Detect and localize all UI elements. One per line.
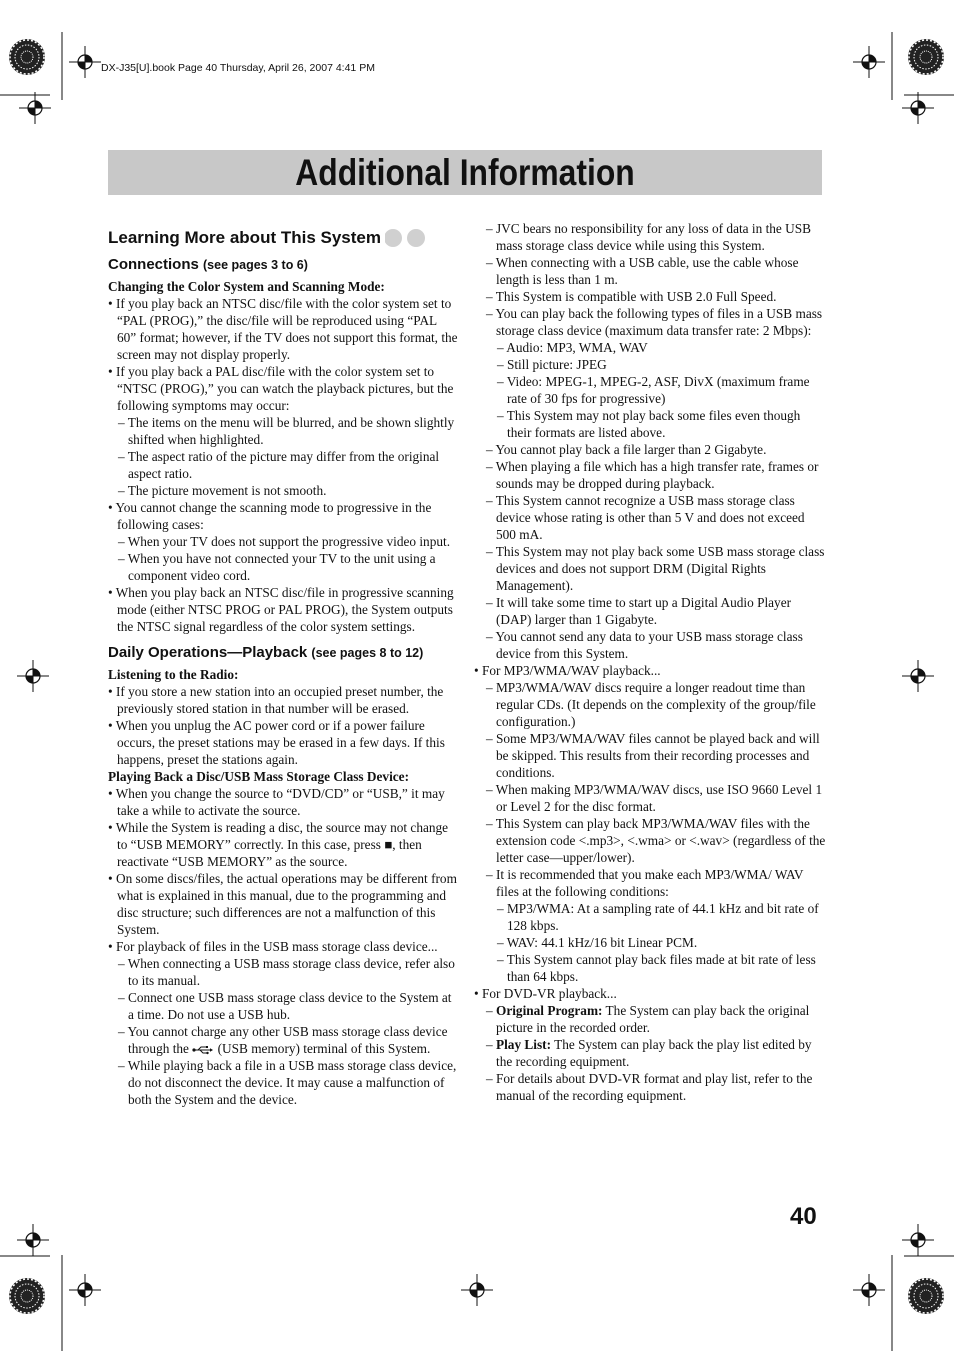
list-item: – When playing a file which has a high transfer rate, frames or sounds may be dropped during playback. [486,459,819,491]
page-title: Additional Information [295,152,635,193]
connections-heading [108,255,458,275]
section-header [108,227,458,249]
daily-operations-page-ref: (see pages 8 to 12) [311,646,424,660]
list-item: – Play List: The System can play back the play list edited by the recording equipment. [486,1037,812,1069]
list-item: • You cannot change the scanning mode to progressive in the following cases: [108,500,432,532]
list-item: • For DVD-VR playback... [474,986,617,1001]
color-system-heading: Changing the Color System and Scanning Mode: [108,279,385,294]
usb-icon [192,1045,214,1055]
list-item: – When you have not connected your TV to the unit using a component video cord. [118,551,436,583]
list-item: – When making MP3/WMA/WAV discs, use ISO 9660 Level 1 or Level 2 for the disc format. [486,782,823,814]
list-item: – JVC bears no responsibility for any loss of data in the USB mass storage class device while using this System. [486,221,812,253]
list-item: • If you play back a PAL disc/file with the color system set to “NTSC (PROG),” you can watch the playback pictures, but the following symptoms may occur: [108,364,454,413]
list-item: • For MP3/WMA/WAV playback... [474,663,661,678]
radio-heading: Listening to the Radio: [108,667,239,682]
daily-operations-title: Daily Operations—Playback [108,644,308,661]
list-item: – WAV: 44.1 kHz/16 bit Linear PCM. [497,935,698,950]
list-item: – The aspect ratio of the picture may differ from the original aspect ratio. [118,449,440,481]
list-item: – This System can play back MP3/WMA/WAV files with the extension code <.mp3>, <.wma> or <.wav> (regardless of the letter case—upper/lower). [486,816,826,865]
list-item: – The picture movement is not smooth. [118,483,327,498]
original-program-text: The System can play back the original picture in the recorded order. [496,1003,810,1035]
list-item: – Audio: MP3, WMA, WAV [497,340,648,355]
daily-operations-heading [108,643,458,663]
connections-page-ref: (see pages 3 to 6) [203,258,308,272]
list-item: – When your TV does not support the progressive video input. [118,534,451,549]
list-item: – When connecting a USB mass storage class device, refer also to its manual. [118,956,455,988]
printer-info-line: DX-J35[U].book Page 40 Thursday, April 26, 2007 4:41 PM [101,62,375,74]
list-item: – Video: MPEG-1, MPEG-2, ASF, DivX (maximum frame rate of 30 fps for progressive) [497,374,810,406]
list-item: – The items on the menu will be blurred, and be shown slightly shifted when highlighted. [118,415,455,447]
list-item: – While playing back a file in a USB mass storage class device, do not disconnect the device. It may cause a malfunction of both the System and the device. [118,1058,457,1107]
list-item: • When you unplug the AC power cord or if a power failure occurs, the preset stations may be erased in a few days. If this happens, preset the stations again. [108,718,445,767]
list-item: • On some discs/files, the actual operations may be different from what is explained in this manual, due to the programming and disc structure; such differences are not a malfunction of this System. [108,871,457,937]
usb-charge-text-b: (USB memory) terminal of this System. [217,1041,431,1056]
list-item: – You can play back the following types of files in a USB mass storage class device (maximum data transfer rate: 2 Mbps): [486,306,823,338]
play-list-text: The System can play back the play list edited by the recording equipment. [496,1037,812,1069]
list-item: – When connecting with a USB cable, use the cable whose length is less than 1 m. [486,255,799,287]
list-item: • If you play back an NTSC disc/file with the color system set to “PAL (PROG),” the disc/file will be reproduced using “PAL 60” format; however, if the TV does not support this format, the screen may not display properly. [108,296,458,362]
list-item: – Still picture: JPEG [497,357,607,372]
list-item: – This System may not play back some files even though their formats are listed above. [497,408,801,440]
usb-charge-text-a: – You cannot charge any other USB mass storage class device through the [118,1024,448,1056]
list-item: – This System is compatible with USB 2.0 Full Speed. [486,289,777,304]
list-item: • When you play back an NTSC disc/file in progressive scanning mode (either NTSC PROG or PAL PROG), the System outputs the NTSC signal regardless of the color system settings. [108,585,454,634]
list-item: – Original Program: The System can play back the original picture in the recorded order. [486,1003,810,1035]
list-item: – It is recommended that you make each MP3/WMA/ WAV files at the following conditions: [486,867,804,899]
list-item: – MP3/WMA: At a sampling rate of 44.1 kHz and bit rate of 128 kbps. [497,901,819,933]
left-column [108,220,458,1108]
list-item: – MP3/WMA/WAV discs require a longer readout time than regular CDs. (It depends on the complexity of the group/file configuration.) [486,680,816,729]
list-item: • For playback of files in the USB mass storage class device... [108,939,438,954]
right-column [474,220,826,1104]
list-item: – This System cannot play back files made at bit rate of less than 64 kbps. [497,952,816,984]
list-item: – You cannot send any data to your USB mass storage class device from this System. [486,629,803,661]
list-item: • When you change the source to “DVD/CD” or “USB,” it may take a while to activate the source. [108,786,445,818]
connections-title: Connections [108,256,199,273]
original-program-label: Original Program: [495,1003,603,1018]
list-item: – Connect one USB mass storage class device to the System at a time. Do not use a USB hub. [118,990,452,1022]
play-list-label: Play List: [495,1037,552,1052]
list-item: – Some MP3/WMA/WAV files cannot be played back and will be skipped. This results from their recording processes and conditions. [486,731,820,780]
page-number: 40 [790,1203,817,1230]
usb-playback-heading: Playing Back a Disc/USB Mass Storage Class Device: [108,769,410,784]
title-banner [108,150,822,195]
list-item [108,1023,458,1057]
list-item: – For details about DVD-VR format and play list, refer to the manual of the recording equipment. [486,1071,813,1103]
list-item: • While the System is reading a disc, the source may not change to “USB MEMORY” correctly. In this case, press ■, then reactivate “USB MEMORY” as the source. [108,820,449,869]
list-item: – This System cannot recognize a USB mass storage class device whose rating is other than 5 V and does not exceed 500 mA. [486,493,805,542]
list-item: – You cannot play back a file larger than 2 Gigabyte. [486,442,767,457]
list-item: – It will take some time to start up a Digital Audio Player (DAP) larger than 1 Gigabyte. [486,595,792,627]
list-item: – This System may not play back some USB mass storage class devices and does not support DRM (Digital Rights Management). [486,544,825,593]
section-title: Learning More about This System [108,227,385,249]
list-item: • If you store a new station into an occupied preset number, the previously stored station in that number will be erased. [108,684,444,716]
